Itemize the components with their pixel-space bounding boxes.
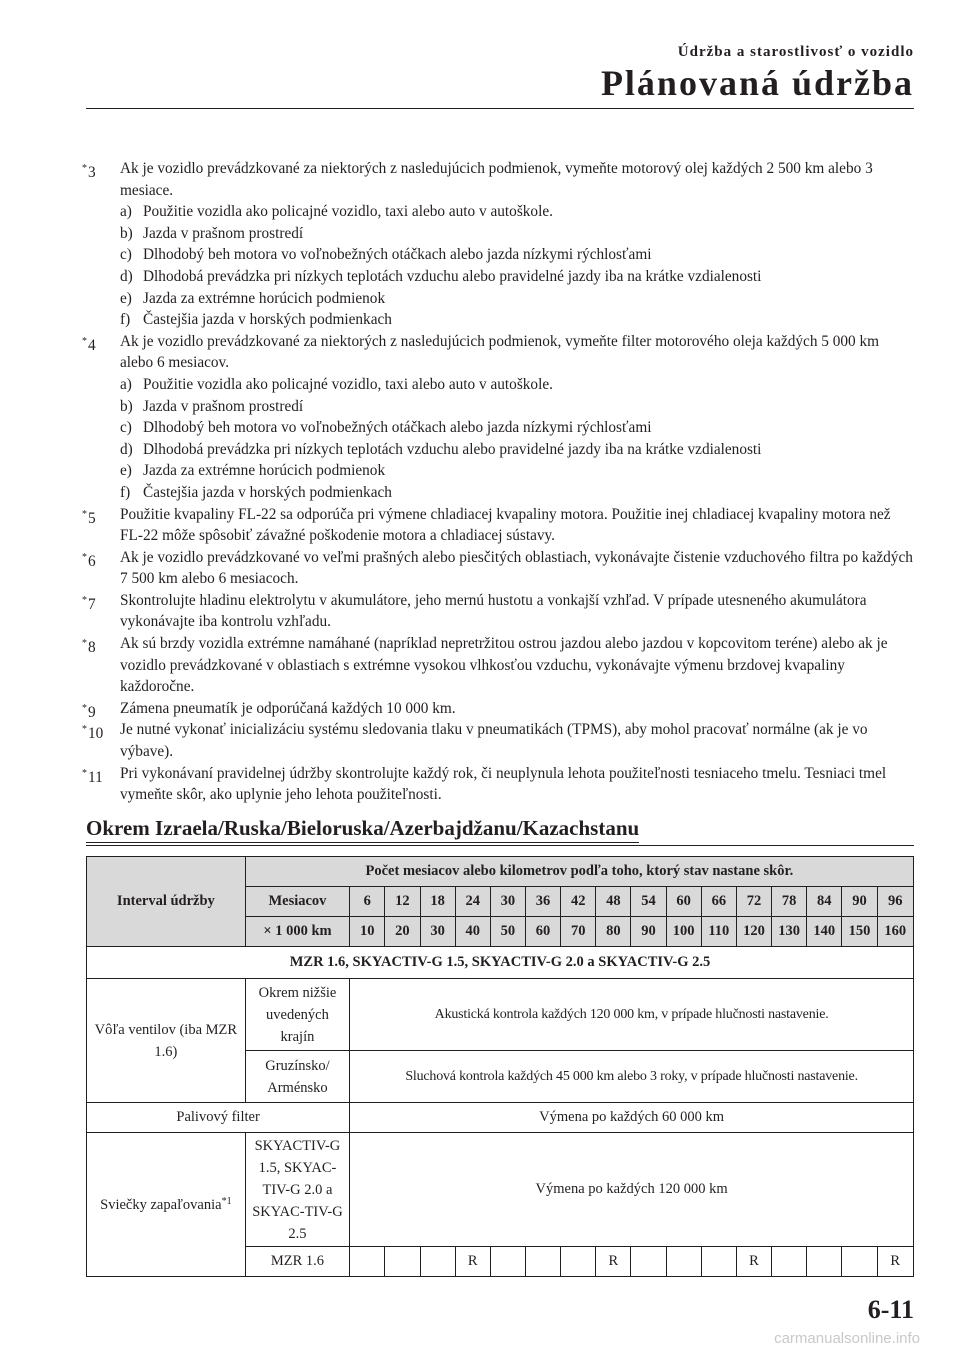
table-cell: 20 xyxy=(385,917,420,947)
table-cell: R xyxy=(877,1247,913,1277)
table-cell: 160 xyxy=(877,917,913,947)
list-item: e) Jazda za extrémne horúcich podmienok xyxy=(120,289,386,307)
footnote-4 xyxy=(82,331,914,504)
table-top-header: Počet mesiacov alebo kilometrov podľa toho, ktorý stav nastane skôr. xyxy=(245,857,913,887)
header-divider xyxy=(86,108,914,109)
footnote-text: Je nutné vykonať inicializáciu systému sledovania tlaku v pneumatikách (TPMS), aby mohol pracovať normálne (ak je vo výbave). xyxy=(120,721,868,761)
table-cell: 140 xyxy=(807,917,842,947)
table-cell xyxy=(561,1247,596,1277)
footnote-number: *5 xyxy=(82,508,96,527)
table-cell xyxy=(701,1247,736,1277)
maintenance-schedule-table xyxy=(86,856,914,1277)
footnote-text: Skontrolujte hladinu elektrolytu v akumulátore, jeho mernú hustotu a vonkajší vzhľad. V prípade utesneného akumulátora vykonávajte iba kontrolu vzhľadu. xyxy=(120,591,867,631)
table-cell xyxy=(350,1247,385,1277)
table-cell xyxy=(525,1247,560,1277)
table-cell xyxy=(842,1247,877,1277)
section-header: Údržba a starostlivosť o vozidlo xyxy=(677,44,914,60)
list-item: a) Použitie vozidla ako policajné vozidlo, taxi alebo auto v autoškole. xyxy=(120,203,553,221)
footnote-7 xyxy=(82,590,914,633)
table-cell: 90 xyxy=(631,917,666,947)
table-cell: 100 xyxy=(666,917,701,947)
table-cell: 96 xyxy=(877,887,913,917)
table-cell: 78 xyxy=(772,887,807,917)
footnote-number: *9 xyxy=(82,702,96,721)
table-cell: 70 xyxy=(561,917,596,947)
footnote-number: *10 xyxy=(82,724,104,743)
section-title: Okrem Izraela/Ruska/Bieloruska/Azerbajdžanu/Kazachstanu xyxy=(86,816,639,843)
list-item: c) Dlhodobý beh motora vo voľnobežných otáčkach alebo jazda nízkymi rýchlosťami xyxy=(120,246,652,264)
page-number: 6-11 xyxy=(867,1295,914,1324)
footnote-11 xyxy=(82,763,914,806)
list-item: b) Jazda v prašnom prostredí xyxy=(120,397,304,415)
table-cell: 80 xyxy=(596,917,631,947)
footnote-number: *3 xyxy=(82,163,96,181)
table-cell: 54 xyxy=(631,887,666,917)
list-item: a) Použitie vozidla ako policajné vozidlo, taxi alebo auto v autoškole. xyxy=(120,375,553,393)
table-cell: 120 xyxy=(736,917,771,947)
table-cell: 66 xyxy=(701,887,736,917)
footnote-text: Použitie kvapaliny FL-22 sa odporúča pri výmene chladiacej kvapaliny motora. Použitie inej chladiacej kvapaliny motora než FL-22 môže spôsobiť závažné poškodenie motora a chladiacej sústavy. xyxy=(120,505,891,545)
valve-instruction: Sluchová kontrola každých 45 000 km alebo 3 roky, v prípade hlučnosti nastavenie. xyxy=(350,1051,914,1103)
table-cell xyxy=(807,1247,842,1277)
footnote-text: Ak je vozidlo prevádzkované vo veľmi prašných alebo piesčitých oblastiach, vykonávajte čistenie vzduchového filtra po každých 7 500 km alebo 6 mesiacoch. xyxy=(120,548,913,588)
footnote-number: *11 xyxy=(82,767,103,786)
footnote-5 xyxy=(82,504,914,547)
table-cell: 50 xyxy=(490,917,525,947)
footnote-number: *8 xyxy=(82,638,96,657)
model-row: MZR 1.6, SKYACTIV-G 1.5, SKYACTIV-G 2.0 a SKYACTIV-G 2.5 xyxy=(87,947,914,979)
footnote-text: Ak sú brzdy vozidla extrémne namáhané (napríklad nepretržitou ostrou jazdou alebo jazdou v kopcovitom teréne) alebo ak je vozidlo prevádzkované v oblastiach s extrémne vysokou vlhkosťou vzduchu, vykonávajte výmenu brzdovej kvapaliny každoročne. xyxy=(120,635,888,696)
table-cell: R xyxy=(455,1247,490,1277)
footnote-10 xyxy=(82,719,914,762)
condition-cell: SKYACTIV-G 1.5, SKYAC-TIV-G 2.0 a SKYAC-TIV-G 2.5 xyxy=(245,1133,349,1247)
condition-cell: Gruzínsko/ Arménsko xyxy=(245,1051,349,1103)
spark-plugs-instruction: Výmena po každých 120 000 km xyxy=(350,1133,914,1247)
footnote-number: *4 xyxy=(82,335,96,354)
table-cell: 130 xyxy=(772,917,807,947)
table-cell: 60 xyxy=(525,917,560,947)
table-cell: 30 xyxy=(420,917,455,947)
table-cell: 6 xyxy=(350,887,385,917)
table-cell xyxy=(666,1247,701,1277)
footnote-text: Ak je vozidlo prevádzkované za niektorých z nasledujúcich podmienok, vymeňte filter motorového oleja každých 5 000 km alebo 6 mesiacov. xyxy=(120,332,880,372)
table-cell xyxy=(420,1247,455,1277)
table-cell: 30 xyxy=(490,887,525,917)
list-item: f) Častejšia jazda v horských podmienkach xyxy=(120,311,392,329)
valve-clearance-label: Vôľa ventilov (iba MZR 1.6) xyxy=(87,979,246,1103)
table-cell: 84 xyxy=(807,887,842,917)
footnote-number: *7 xyxy=(82,594,96,613)
table-cell: 110 xyxy=(701,917,736,947)
table-cell: R xyxy=(736,1247,771,1277)
valve-instruction: Akustická kontrola každých 120 000 km, v prípade hlučnosti nastavenie. xyxy=(350,979,914,1051)
watermark: carmanualsonline.info xyxy=(774,1330,920,1347)
list-item: e) Jazda za extrémne horúcich podmienok xyxy=(120,462,386,480)
table-cell xyxy=(631,1247,666,1277)
footnote-6 xyxy=(82,547,914,590)
table-cell xyxy=(490,1247,525,1277)
list-item: d) Dlhodobá prevádzka pri nízkych teplotách vzduchu alebo pravidelné jazdy iba na krátke vzdialenosti xyxy=(120,440,762,458)
footnote-3 xyxy=(82,158,914,331)
list-item: f) Častejšia jazda v horských podmienkach xyxy=(120,483,392,501)
table-cell xyxy=(772,1247,807,1277)
footnote-9 xyxy=(82,698,914,720)
footnote-text: Pri vykonávaní pravidelnej údržby skontrolujte každý rok, či neuplynula lehota použiteľnosti tesniaceho tmelu. Tesniaci tmel vymeňte skôr, ako uplynie jeho lehota použiteľnosti. xyxy=(120,764,887,804)
table-cell: R xyxy=(596,1247,631,1277)
condition-cell: Okrem nižšie uvedených krajín xyxy=(245,979,349,1051)
list-item: c) Dlhodobý beh motora vo voľnobežných otáčkach alebo jazda nízkymi rýchlosťami xyxy=(120,419,652,437)
spark-plugs-label: Sviečky zapaľovania$^{*1}$ xyxy=(87,1133,246,1277)
footnotes xyxy=(82,158,914,806)
table-cell: 42 xyxy=(561,887,596,917)
list-item: b) Jazda v prašnom prostredí xyxy=(120,224,304,242)
table-cell: 10 xyxy=(350,917,385,947)
km-label: × 1 000 km xyxy=(245,917,349,947)
table-cell: 24 xyxy=(455,887,490,917)
table-cell: 40 xyxy=(455,917,490,947)
table-cell xyxy=(385,1247,420,1277)
footnote-number: *6 xyxy=(82,551,96,570)
fuel-filter-instruction: Výmena po každých 60 000 km xyxy=(350,1103,914,1133)
table-cell: 18 xyxy=(420,887,455,917)
interval-header: Interval údržby xyxy=(87,857,246,947)
page-title: Plánovaná údržba xyxy=(600,63,914,103)
footnote-8 xyxy=(82,633,914,698)
table-cell: 72 xyxy=(736,887,771,917)
table-cell: 48 xyxy=(596,887,631,917)
footnote-text: Ak je vozidlo prevádzkované za niektorých z nasledujúcich podmienok, vymeňte motorový olej každých 2 500 km alebo 3 mesiace. xyxy=(120,160,873,199)
footnote-text: Zámena pneumatík je odporúčaná každých 10 000 km. xyxy=(120,699,456,717)
fuel-filter-label: Palivový filter xyxy=(87,1103,350,1133)
list-item: d) Dlhodobá prevádzka pri nízkych teplotách vzduchu alebo pravidelné jazdy iba na krátke vzdialenosti xyxy=(120,267,762,285)
table-cell: 36 xyxy=(525,887,560,917)
section-divider xyxy=(86,845,914,846)
table-cell: 150 xyxy=(842,917,877,947)
months-label: Mesiacov xyxy=(245,887,349,917)
table-cell: 12 xyxy=(385,887,420,917)
mzr-label: MZR 1.6 xyxy=(245,1247,349,1277)
table-cell: 90 xyxy=(842,887,877,917)
table-cell: 60 xyxy=(666,887,701,917)
